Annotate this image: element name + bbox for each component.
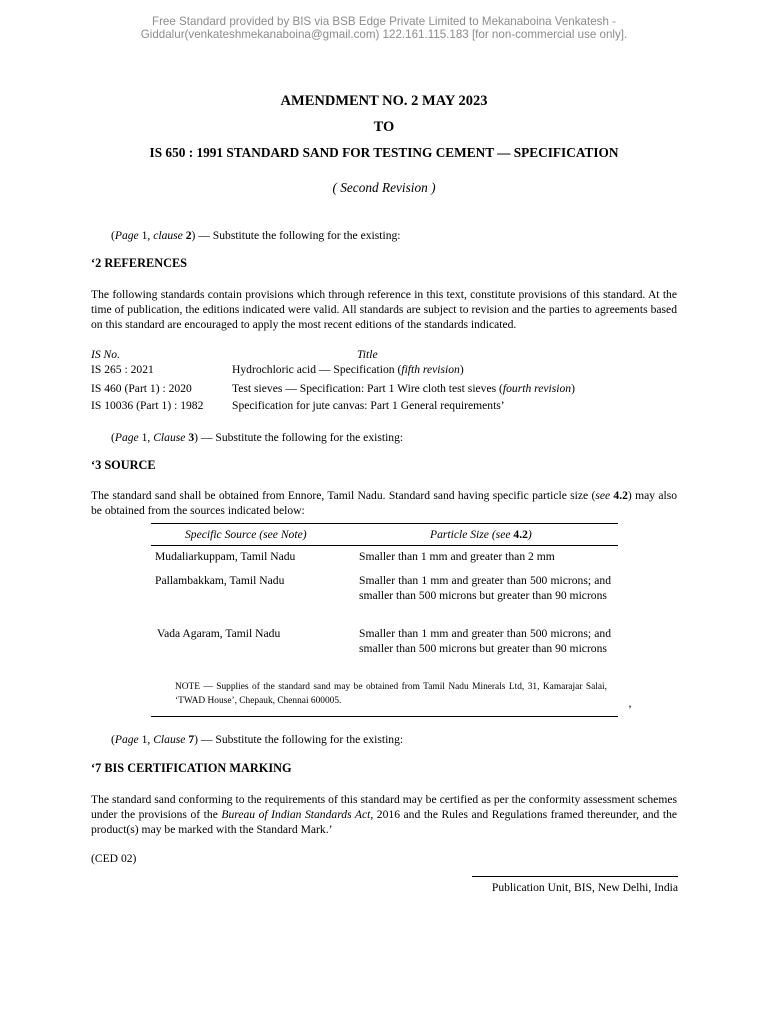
references-heading: ‘2 REFERENCES (91, 256, 187, 270)
ref-row-no: IS 10036 (Part 1) : 1982 (91, 399, 204, 412)
revision-label: ( Second Revision ) (332, 180, 436, 195)
table-top-rule (151, 523, 618, 524)
page-number: 1, (138, 229, 154, 242)
source-intro: (Page 1, Clause 3) — Substitute the following for the existing: (111, 431, 404, 444)
amendment-title: AMENDMENT NO. 2 MAY 2023 (280, 93, 488, 109)
closing-quote: ’ (628, 703, 632, 716)
ref-col-no: IS No. (91, 348, 120, 361)
src-col-size: Particle Size (see 4.2) (430, 528, 532, 541)
table-bottom-rule (151, 716, 618, 717)
clause-label: clause (153, 229, 183, 242)
table-row-source: Mudaliarkuppam, Tamil Nadu (155, 550, 296, 563)
standard-title: IS 650 : 1991 STANDARD SAND FOR TESTING CEMENT — SPECIFICATION (149, 145, 619, 160)
table-row-source: Pallambakkam, Tamil Nadu (155, 574, 285, 587)
references-intro: (Page 1, clause 2) — Substitute the following for the existing: (111, 229, 401, 242)
table-row-size: Smaller than 1 mm and greater than 500 microns; and smaller than 500 microns but greater than 90 microns (359, 627, 611, 655)
references-paragraph: The following standards contain provisions which through reference in this text, constitute provisions of this standard. At the time of publication, the editions indicated were valid. All standards are subject to revision and the parties to agreements based on this standard are encouraged to apply the most recent editions of the standards indicated. (91, 288, 677, 331)
src-col-source: Specific Source (see Note) (185, 528, 307, 541)
amendment-to: TO (373, 119, 395, 135)
certification-heading: ‘7 BIS CERTIFICATION MARKING (91, 761, 292, 775)
ref-row-title: Hydrochloric acid — Specification (fifth revision) (232, 363, 464, 376)
watermark-line-1: Free Standard provided by BIS via BSB Edge Private Limited to Mekanaboina Venkatesh - (151, 15, 617, 28)
footer-rule (472, 876, 678, 877)
clause-number: 2 (182, 229, 192, 242)
intro-text: ) — Substitute the following for the existing: (191, 229, 401, 242)
watermark-line-2: Giddalur(venkateshmekanaboina@gmail.com) 122.161.115.183 [for non-commercial use only]. (140, 28, 628, 41)
table-row-size: Smaller than 1 mm and greater than 500 microns; and smaller than 500 microns but greater than 90 microns (359, 574, 611, 602)
source-heading: ‘3 SOURCE (91, 458, 156, 472)
watermark (0, 15, 768, 41)
ref-row-no: IS 265 : 2021 (91, 363, 154, 376)
table-note: NOTE — Supplies of the standard sand may be obtained from Tamil Nadu Minerals Ltd, 31, Kamarajar Salai, ‘TWAD House’, Chepauk, Chennai 600005. (175, 682, 607, 706)
certification-paragraph: The standard sand conforming to the requirements of this standard may be certified as per the conformity assessment schemes under the provisions of the Bureau of Indian Standards Act, 2016 and the Rules and Regulations framed thereunder, and the product(s) may be marked with the Standard Mark.’ (91, 793, 678, 836)
committee-code: (CED 02) (91, 852, 137, 865)
source-paragraph: The standard sand shall be obtained from Ennore, Tamil Nadu. Standard sand having specific particle size (see 4.2) may also be obtained from the sources indicated below: (91, 489, 678, 517)
ref-col-title: Title (357, 348, 378, 361)
table-row-source: Vada Agaram, Tamil Nadu (157, 627, 281, 640)
certification-intro: (Page 1, Clause 7) — Substitute the following for the existing: (111, 733, 404, 746)
publisher-line: Publication Unit, BIS, New Delhi, India (491, 881, 678, 894)
page-label: Page (114, 229, 139, 242)
ref-row-title: Specification for jute canvas: Part 1 General requirements’ (232, 399, 505, 412)
ref-row-title: Test sieves — Specification: Part 1 Wire cloth test sieves (fourth revision) (232, 382, 575, 395)
table-row-size: Smaller than 1 mm and greater than 2 mm (359, 550, 555, 563)
ref-row-no: IS 460 (Part 1) : 2020 (91, 382, 192, 395)
table-header-rule (151, 545, 618, 546)
